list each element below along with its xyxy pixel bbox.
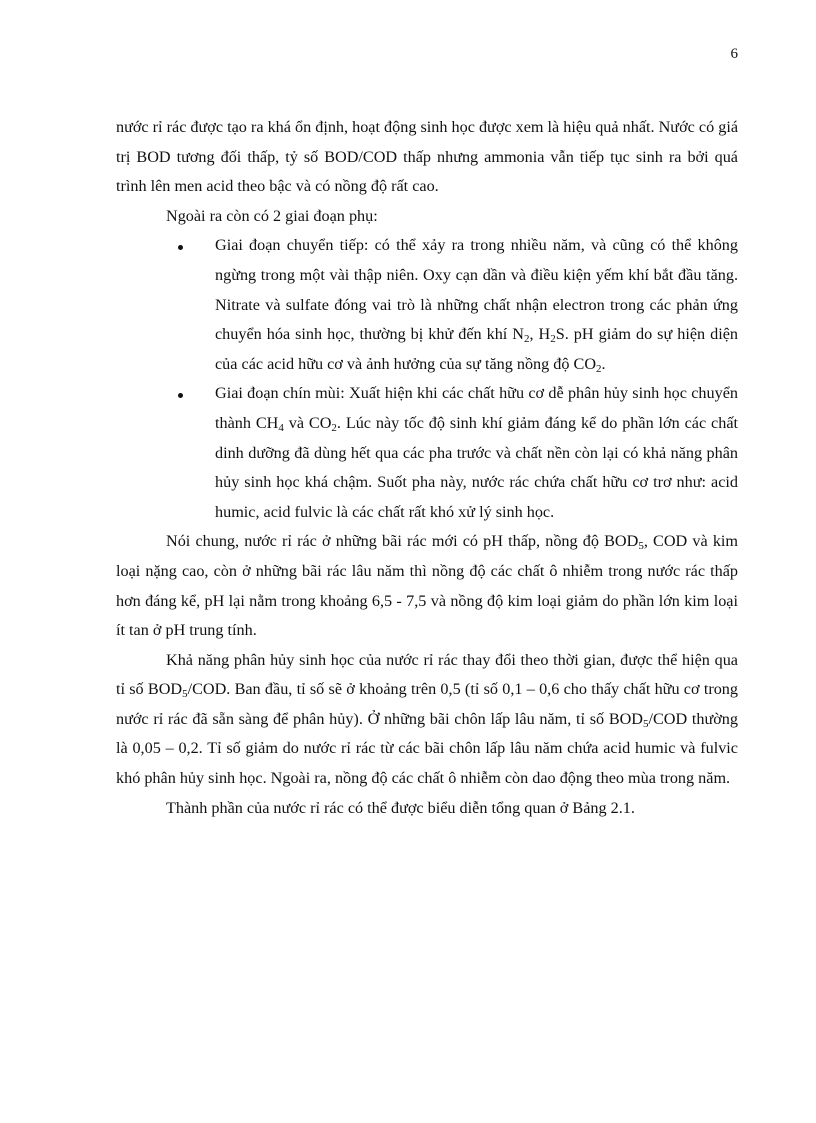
- bullet-text: , H: [529, 325, 551, 344]
- paragraph-2: Ngoài ra còn có 2 giai đoạn phụ:: [166, 206, 378, 225]
- subscript: 5: [638, 540, 644, 553]
- bullet-icon: [178, 245, 183, 250]
- bullet-text: Giai đoạn chín mùi: Xuất hiện khi các chất hữu cơ dễ phân hủy sinh học chuyển thành CH: [215, 384, 738, 432]
- subscript: 5: [643, 717, 649, 730]
- paragraph-text: Nói chung, nước rỉ rác ở những bãi rác mới có pH thấp, nồng độ BOD: [166, 532, 639, 551]
- subscript: 2: [331, 421, 337, 434]
- paragraph-text: , COD và kim loại nặng cao, còn ở những bãi rác lâu năm thì nồng độ các chất ô nhiễm trong nước rác thấp hơn đáng kể, pH lại nằm trong khoảng 6,5 - 7,5 và nồng độ kim loại giảm do phần lớn kim loại ít tan ở pH trung tính.: [116, 532, 739, 640]
- bullet-text: . Lúc này tốc độ sinh khí giảm đáng kể do phần lớn các chất dinh dưỡng đã dùng hết qua các pha trước và chất nền còn lại có khả năng phân hủy sinh học khá chậm. Suốt pha này, nước rác chứa chất hữu cơ trơ như: acid humic, acid fulvic là các chất rất khó xử lý sinh học.: [215, 413, 738, 521]
- bullet-text: Giai đoạn chuyển tiếp: có thể xảy ra trong nhiều năm, và cũng có thể không ngừng trong một vài thập niên. Oxy cạn dần và điều kiện yếm khí bắt đầu tăng. Nitrate và sulfate đóng vai trò là những chất nhận electron trong các phản ứng chuyển hóa sinh học, thường bị khử đến khí N: [215, 236, 738, 344]
- bullet-item-transition-phase: [116, 231, 738, 379]
- paragraph-5: Thành phần của nước rỉ rác có thể được biểu diễn tổng quan ở Bảng 2.1.: [166, 798, 635, 817]
- bullet-item-maturation-phase: [116, 379, 738, 527]
- bullet-text: S. pH giảm do sự hiện diện của các acid hữu cơ và ảnh hưởng của sự tăng nồng độ CO: [215, 325, 738, 373]
- paragraph-1: nước rỉ rác được tạo ra khá ổn định, hoạt động sinh học được xem là hiệu quả nhất. Nước có giá trị BOD tương đối thấp, tỷ số BOD/COD thấp nhưng ammonia vẫn tiếp tục sinh ra bởi quá trình lên men acid theo bậc và có nồng độ rất cao.: [116, 118, 738, 196]
- bullet-text: .: [601, 354, 606, 373]
- paragraph-4: [116, 646, 738, 794]
- paragraph-text: Khả năng phân hủy sinh học của nước rỉ rác thay đổi theo thời gian, được thể hiện qua tỉ số BOD: [116, 650, 738, 699]
- subscript: 2: [596, 362, 602, 375]
- subscript: 2: [550, 333, 556, 346]
- subscript: 5: [182, 688, 188, 701]
- bullet-icon: [178, 393, 183, 398]
- page-number: 6: [730, 46, 738, 62]
- paragraph-3: [116, 527, 738, 645]
- bullet-list: [116, 231, 738, 527]
- bullet-text: và CO: [283, 413, 332, 432]
- subscript: 4: [278, 421, 284, 434]
- document-body: [116, 113, 738, 823]
- paragraph-text: /COD thường là 0,05 – 0,2. Tỉ số giảm do nước rỉ rác từ các bãi chôn lấp lâu năm chứa acid humic và fulvic khó phân hủy sinh học. Ngoài ra, nồng độ các chất ô nhiễm còn dao động theo mùa trong năm.: [116, 709, 738, 788]
- subscript: 2: [524, 333, 530, 346]
- paragraph-text: /COD. Ban đầu, tỉ số sẽ ở khoảng trên 0,5 (tỉ số 0,1 – 0,6 cho thấy chất hữu cơ trong nước rỉ rác đã sẵn sàng để phân hủy). Ở những bãi chôn lấp lâu năm, tỉ số BOD: [116, 680, 738, 728]
